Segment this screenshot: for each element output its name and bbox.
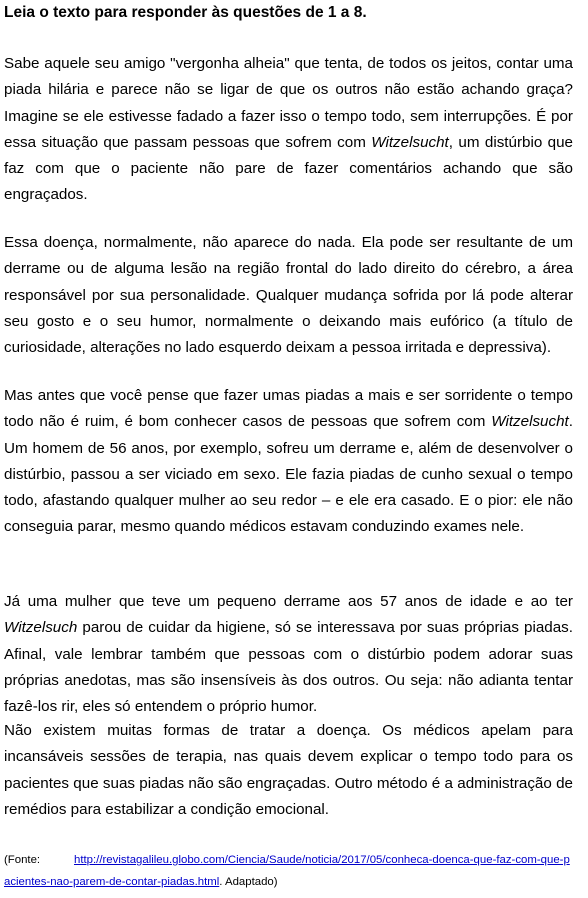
paragraph-2 xyxy=(4,230,573,361)
paragraph-1-text-a: Sabe aquele seu amigo "vergonha alheia" que tenta, de todos os jeitos, contar uma piada hilária e parece não se ligar de que os outros não estão achando graça? Imagine se ele estivesse fadado a fazer isso o tempo todo, sem interrupções. É por essa situação que passam pessoas que sofrem com xyxy=(4,55,573,151)
paragraph-4 xyxy=(4,589,573,720)
paragraph-3-text-b: . Um homem de 56 anos, por exemplo, sofreu um derrame e, além de desenvolver o distúrbio, passou a ser viciado em sexo. Ele fazia piadas de cunho sexual o tempo todo, afastando qualquer mulher ao seu redor – e ele era casado. E o pior: ele não conseguia parar, mesmo quando médicos estavam conduzindo exames nele. xyxy=(4,413,573,536)
paragraph-5 xyxy=(4,718,573,823)
source-label: (Fonte: xyxy=(4,854,41,866)
paragraph-3-text-a: Mas antes que você pense que fazer umas piadas a mais e ser sorridente o tempo todo não é ruim, é bom conhecer casos de pessoas que sofrem com xyxy=(4,387,573,431)
paragraph-4-term: Witzelsuch xyxy=(4,619,78,637)
source-citation xyxy=(4,849,576,893)
paragraph-4-text-b: parou de cuidar da higiene, só se interessava por suas próprias piadas. Afinal, vale lembrar também que pessoas com o distúrbio podem adorar suas próprias anedotas, mas são insensíveis às dos outros. Ou seja: não adianta tentar fazê-los rir, eles só entendem o próprio humor. xyxy=(4,619,573,716)
source-suffix: . Adaptado) xyxy=(219,876,278,888)
paragraph-4-text-a: Já uma mulher que teve um pequeno derrame aos 57 anos de idade e ao ter xyxy=(4,593,573,610)
paragraph-1-text-b: , um distúrbio que faz com que o paciente não pare de fazer comentários achando que são engraçados. xyxy=(4,133,573,204)
paragraph-3-term: Witzelsucht xyxy=(491,413,569,431)
paragraph-3 xyxy=(4,383,573,541)
paragraph-1-term: Witzelsucht xyxy=(371,133,449,151)
instruction-heading: Leia o texto para responder às questões de 1 a 8. xyxy=(4,4,367,21)
paragraph-2-text: Essa doença, normalmente, não aparece do nada. Ela pode ser resultante de um derrame ou de alguma lesão na região frontal do lado direito do cérebro, a área responsável por sua personalidade. Qualquer mudança sofrida por lá pode alterar seu gosto e o seu humor, normalmente o deixando mais eufórico (a título de curiosidade, alterações no lado esquerdo deixam a pessoa irritada e depressiva). xyxy=(4,234,573,357)
source-link[interactable]: http://revistagalileu.globo.com/Ciencia/Saude/noticia/2017/05/conheca-doenca-que-faz-com-que-pacientes-nao-parem-de-contar-piadas.html xyxy=(4,854,570,888)
paragraph-5-text: Não existem muitas formas de tratar a doença. Os médicos apelam para incansáveis sessões de terapia, nas quais devem explicar o tempo todo para os pacientes que suas piadas não são engraçadas. Outro método é a administração de remédios para estabilizar a condição emocional. xyxy=(4,722,573,818)
paragraph-1 xyxy=(4,51,573,209)
